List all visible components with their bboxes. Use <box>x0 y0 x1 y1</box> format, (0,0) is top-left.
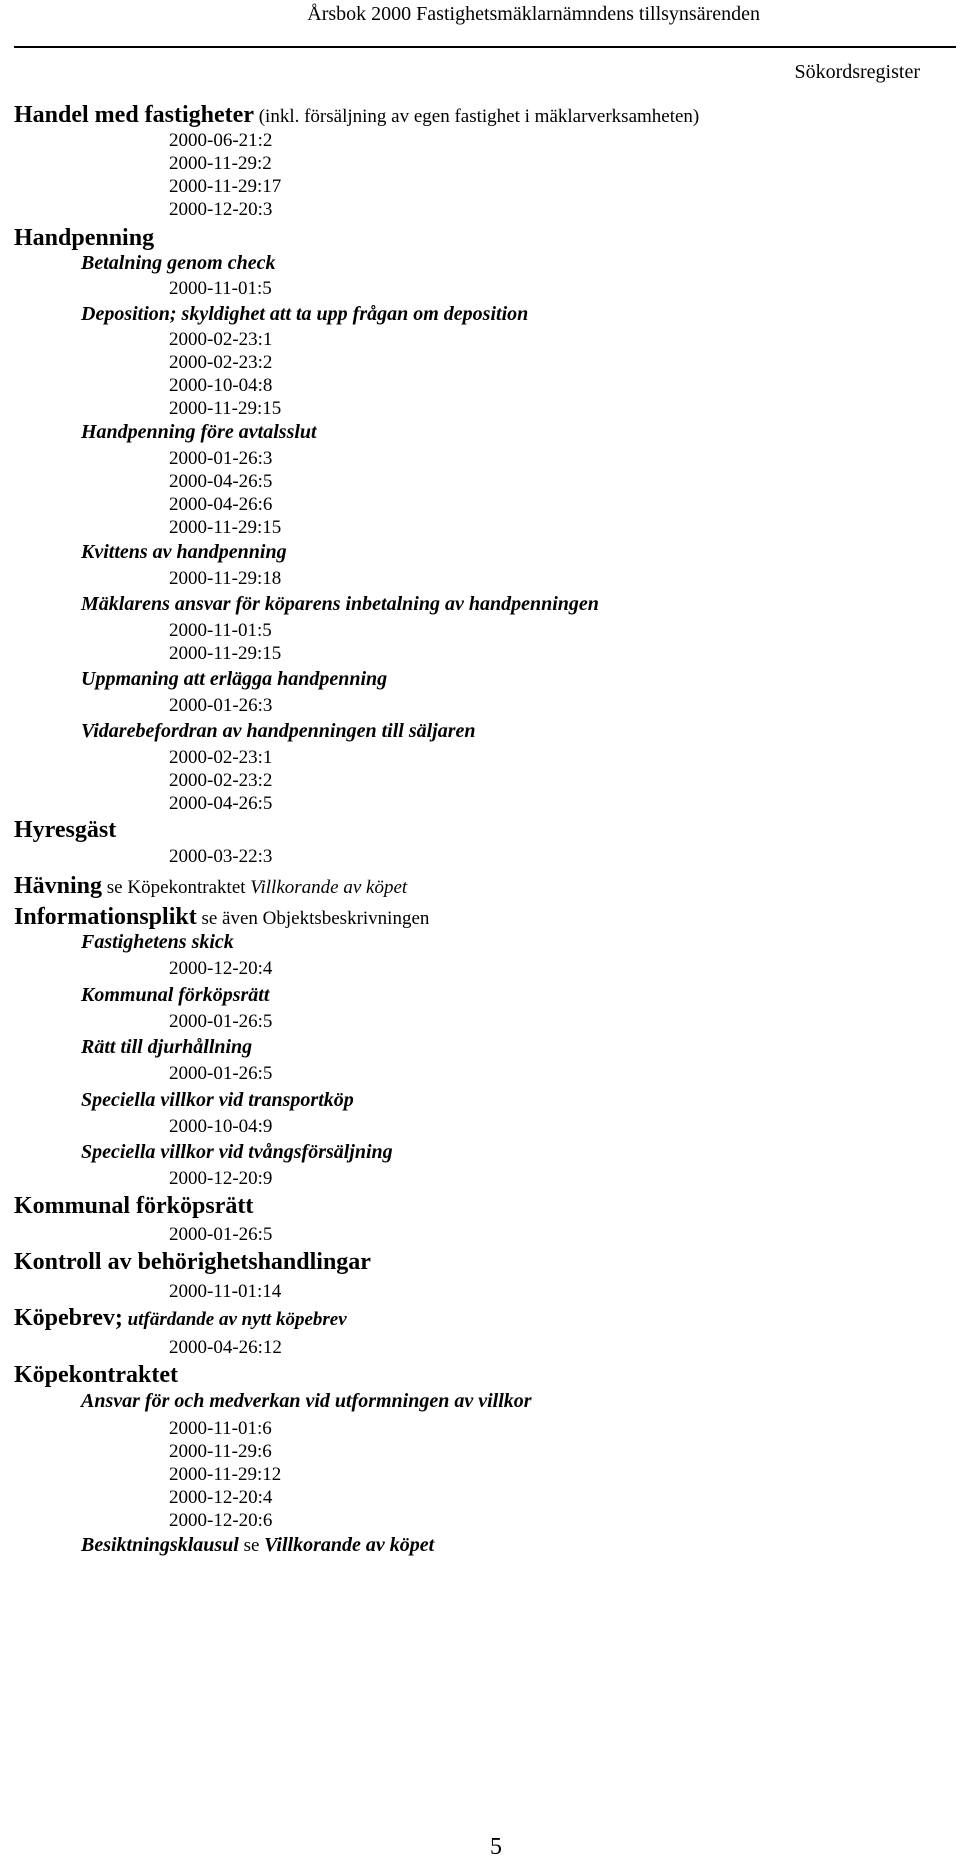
index-reference: 2000-01-26:3 <box>169 448 273 469</box>
see-reference-target: Villkorande av köpet <box>250 877 408 898</box>
index-reference: 2000-11-29:2 <box>169 153 272 174</box>
index-term: Kontroll av behörighetshandlingar <box>14 1249 371 1275</box>
index-subterm: Handpenning före avtalsslut <box>81 421 317 443</box>
index-subterm: Betalning genom check <box>81 252 276 274</box>
index-term: Köpebrev; utfärdande av nytt köpebrev <box>14 1305 347 1331</box>
index-term: Informationsplikt se även Objektsbeskrivningen <box>14 904 430 930</box>
index-term: Handpenning <box>14 225 155 251</box>
index-subterm: Ansvar för och medverkan vid utformningen av villkor <box>81 1390 532 1412</box>
index-reference: 2000-02-23:1 <box>169 747 273 768</box>
index-reference: 2000-01-26:5 <box>169 1224 273 1245</box>
index-subterm: Speciella villkor vid tvångsförsäljning <box>81 1141 393 1163</box>
index-reference: 2000-04-26:12 <box>169 1337 282 1358</box>
section-label: Sökordsregister <box>794 61 920 83</box>
index-reference: 2000-11-01:5 <box>169 620 272 641</box>
index-reference: 2000-10-04:9 <box>169 1116 273 1137</box>
index-subterm: Deposition; skyldighet att ta upp frågan om deposition <box>81 303 529 325</box>
index-reference: 2000-11-01:6 <box>169 1418 272 1439</box>
index-term: Hyresgäst <box>14 817 117 843</box>
index-reference: 2000-11-29:17 <box>169 176 282 197</box>
index-subterm: Mäklarens ansvar för köparens inbetalning av handpenningen <box>81 593 599 615</box>
index-reference: 2000-12-20:6 <box>169 1510 273 1531</box>
see-reference-target: Villkorande av köpet <box>264 1534 435 1556</box>
page-number: 5 <box>490 1834 502 1860</box>
index-reference: 2000-11-29:18 <box>169 568 282 589</box>
see-reference: se Köpekontraktet <box>102 877 251 898</box>
index-reference: 2000-04-26:6 <box>169 494 273 515</box>
index-reference: 2000-11-29:12 <box>169 1464 282 1485</box>
term-note: (inkl. försäljning av egen fastighet i mäklarverksamheten) <box>253 106 700 127</box>
index-reference: 2000-06-21:2 <box>169 130 273 151</box>
see-reference: se <box>238 1535 265 1556</box>
index-reference: 2000-12-20:4 <box>169 958 273 979</box>
index-reference: 2000-02-23:2 <box>169 770 273 791</box>
index-reference: 2000-04-26:5 <box>169 793 273 814</box>
index-reference: 2000-11-29:15 <box>169 398 282 419</box>
index-reference: 2000-11-29:6 <box>169 1441 272 1462</box>
see-reference: se även Objektsbeskrivningen <box>196 908 430 929</box>
index-reference: 2000-12-20:9 <box>169 1168 273 1189</box>
index-reference: 2000-02-23:1 <box>169 329 273 350</box>
index-subterm: Besiktningsklausul se Villkorande av köpet <box>81 1534 435 1556</box>
index-reference: 2000-11-29:15 <box>169 517 282 538</box>
index-term: Kommunal förköpsrätt <box>14 1193 254 1219</box>
index-reference: 2000-12-20:4 <box>169 1487 273 1508</box>
index-term: Köpekontraktet <box>14 1362 178 1388</box>
index-subterm: Uppmaning att erlägga handpenning <box>81 668 388 690</box>
index-subterm: Fastighetens skick <box>81 931 234 953</box>
index-subterm: Kvittens av handpenning <box>81 541 287 563</box>
index-reference: 2000-11-01:14 <box>169 1281 282 1302</box>
index-reference: 2000-03-22:3 <box>169 846 273 867</box>
running-header-title: Årsbok 2000 Fastighetsmäklarnämndens tillsynsärenden <box>307 3 760 25</box>
header-rule <box>14 46 956 48</box>
index-reference: 2000-02-23:2 <box>169 352 273 373</box>
index-reference: 2000-12-20:3 <box>169 199 273 220</box>
index-reference: 2000-11-01:5 <box>169 278 272 299</box>
index-subterm: Vidarebefordran av handpenningen till säljaren <box>81 720 476 742</box>
index-term: Hävning se Köpekontraktet Villkorande av köpet <box>14 873 408 899</box>
index-reference: 2000-01-26:5 <box>169 1011 273 1032</box>
index-reference: 2000-04-26:5 <box>169 471 273 492</box>
index-reference: 2000-11-29:15 <box>169 643 282 664</box>
index-reference: 2000-01-26:5 <box>169 1063 273 1084</box>
index-term: Handel med fastigheter (inkl. försäljning av egen fastighet i mäklarverksamheten) <box>14 102 700 128</box>
index-reference: 2000-10-04:8 <box>169 375 273 396</box>
index-subterm: Speciella villkor vid transportköp <box>81 1089 354 1111</box>
index-subterm-inline: utfärdande av nytt köpebrev <box>122 1309 347 1330</box>
index-reference: 2000-01-26:3 <box>169 695 273 716</box>
index-subterm: Rätt till djurhållning <box>81 1036 253 1058</box>
index-subterm: Kommunal förköpsrätt <box>81 984 270 1006</box>
